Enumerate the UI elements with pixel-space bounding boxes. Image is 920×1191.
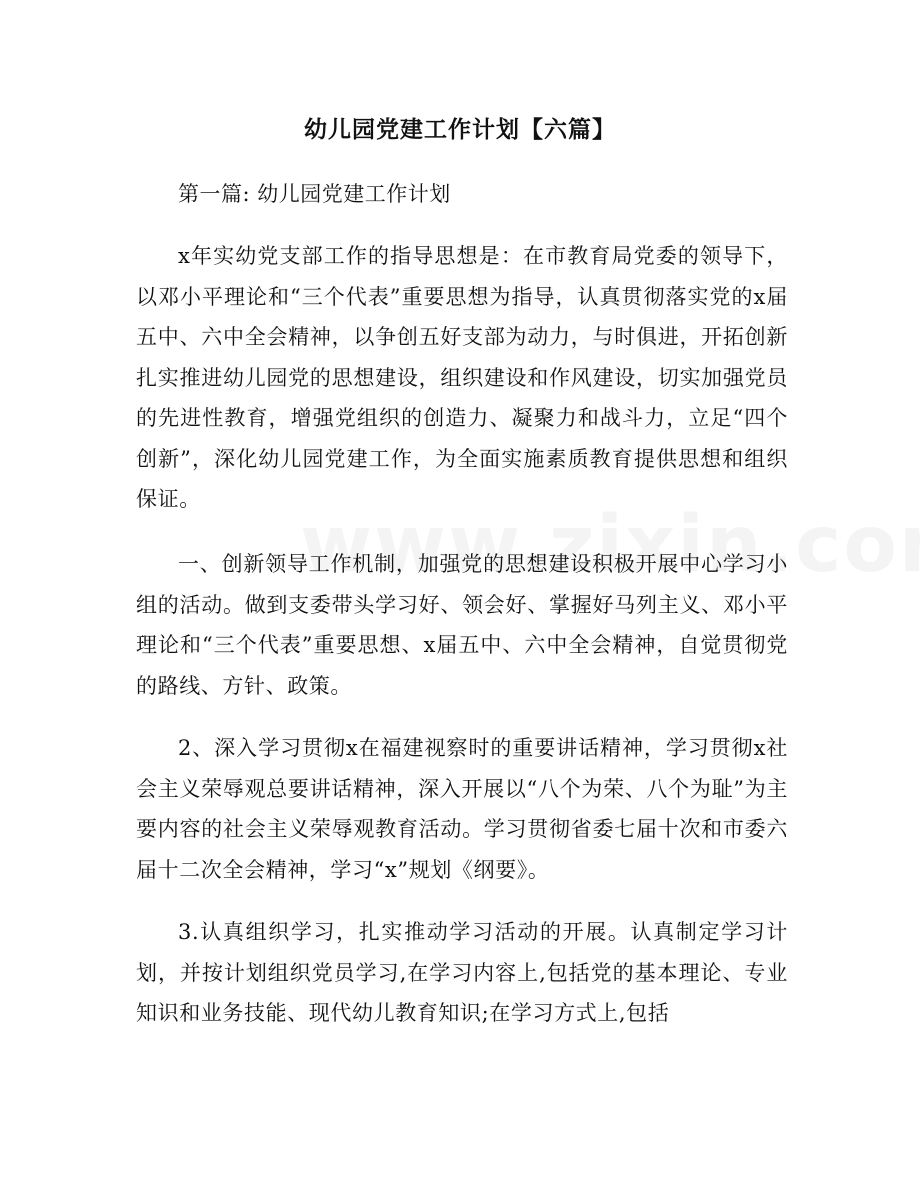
paragraph: 2、深入学习贯彻x在福建视察时的重要讲话精神，学习贯彻x社会主义荣辱观总要讲话精神，深入开展以“八个为荣、八个为耻”为主要内容的社会主义荣辱观教育活动。学习贯彻省委七届十次和市委六届十二次全会精神，学习“x”规划《纲要》。	[136, 736, 788, 882]
paragraph: 一、创新领导工作机制，加强党的思想建设积极开展中心学习小组的活动。做到支委带头学习好、领会好、掌握好马列主义、邓小平理论和“三个代表”重要思想、x届五中、六中全会精神，自觉贯彻党的路线、方针、政策。	[136, 552, 788, 698]
document-title: 幼儿园党建工作计划【六篇】	[304, 117, 616, 143]
paragraph: x年实幼党支部工作的指导思想是：在市教育局党委的领导下，以邓小平理论和“三个代表”重要思想为指导，认真贯彻落实党的x届五中、六中全会精神，以争创五好支部为动力，与时俱进，开拓创新扎实推进幼儿园党的思想建设，组织建设和作风建设，切实加强党员的先进性教育，增强党组织的创造力、凝聚力和战斗力，立足“四个创新”，深化幼儿园党建工作，为全面实施素质教育提供思想和组织保证。	[136, 244, 788, 511]
section-heading: 第一篇: 幼儿园党建工作计划	[178, 182, 451, 206]
paragraph: 3.认真组织学习，扎实推动学习活动的开展。认真制定学习计划，并按计划组织党员学习,在学习内容上,包括党的基本理论、专业知识和业务技能、现代幼儿教育知识;在学习方式上,包括	[136, 920, 788, 1025]
